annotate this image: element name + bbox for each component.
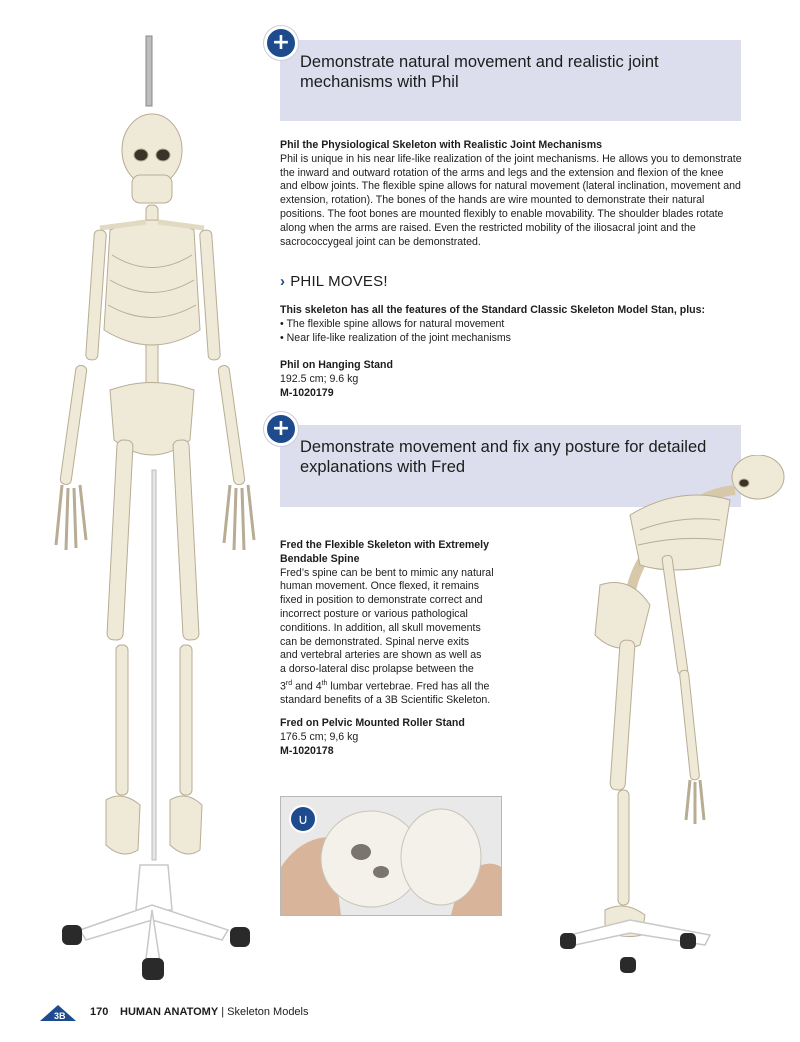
fred-body-line: conditions. In addition, all skull movements [280, 621, 481, 634]
breadcrumb-subcategory: Skeleton Models [227, 1006, 309, 1018]
fred-specs: 176.5 cm; 9,6 kg [280, 730, 359, 743]
breadcrumb-separator: | [218, 1006, 228, 1018]
svg-text:3B: 3B [54, 1011, 66, 1021]
fred-body-line: standard benefits of a 3B Scientific Skeleton. [280, 694, 491, 707]
fred-body-line: fixed in position to demonstrate correct and [280, 594, 483, 607]
breadcrumb-category: HUMAN ANATOMY [120, 1006, 219, 1018]
page-number: 170 [90, 1006, 109, 1018]
fred-body-line: and vertebral arteries are shown as well as [280, 649, 482, 662]
phil-features [280, 304, 742, 345]
feature-item: • Near life-like realization of the joint mechanisms [280, 331, 511, 344]
fred-banner-title: Demonstrate movement and fix any posture for detailed explanations with Fred [300, 438, 707, 476]
phil-banner [280, 40, 741, 121]
phil-skeleton-image [40, 30, 270, 990]
feature-item: • The flexible spine allows for natural movement [280, 317, 505, 330]
fred-vertebra-line: 3rd and 4th lumbar vertebrae. Fred has all the [280, 679, 490, 693]
section-title: PHIL MOVES! [290, 273, 388, 290]
phil-specs: 192.5 cm; 9.6 kg [280, 372, 359, 385]
fred-body-line: human movement. Once flexed, it remains [280, 580, 480, 593]
plus-icon[interactable]: + [264, 412, 298, 446]
fred-body-line: Fred’s spine can be bent to mimic any natural [280, 566, 494, 579]
brand-logo [40, 1003, 76, 1021]
phil-product-name: Phil on Hanging Stand [280, 359, 393, 371]
fred-skeleton-image [560, 455, 790, 980]
phil-heading: Phil the Physiological Skeleton with Realistic Joint Mechanisms [280, 139, 603, 151]
plus-icon[interactable]: + [264, 26, 298, 60]
fred-heading: Fred the Flexible Skeleton with Extremely Bendable Spine [280, 539, 489, 565]
fred-body-line: a dorso-lateral disc prolapse between the [280, 663, 474, 676]
fred-body-line: can be demonstrated. Spinal nerve exits [280, 635, 470, 648]
fred-product-info [280, 717, 530, 758]
fred-product-name: Fred on Pelvic Mounted Roller Stand [280, 717, 465, 729]
breadcrumb [120, 1006, 309, 1018]
phil-product-info [280, 359, 580, 400]
fred-body-line: incorrect posture or various pathological [280, 607, 468, 620]
phil-banner-title: Demonstrate natural movement and realistic joint mechanisms with Phil [300, 53, 659, 91]
chevron-right-icon: › [280, 273, 286, 290]
phil-product-code: M-1020179 [280, 386, 334, 399]
fred-description [280, 539, 530, 708]
features-heading: This skeleton has all the features of the Standard Classic Skeleton Model Stan, plus: [280, 304, 706, 316]
phil-body: Phil is unique in his near life-like realization of the joint mechanisms. He allows you to demonstrate the inward and outward rotation of the arms and legs and the extension and flexion of the knee and elbow joints. The flexible spine allows for natural movement (lateral inclination, movement and extension, rotation). The bones of the hands are wire mounted to demonstrate their natural positions. The foot bones are mounted flexibly to enable movability. The shoulder blades rotate along when the arms are raised. Even the restricted mobility of the iliosacral joint and the sacrococcygeal joint can be demonstrated. [280, 152, 742, 248]
section-heading [280, 273, 388, 290]
phil-description [280, 139, 742, 249]
magnet-icon[interactable]: ∪ [289, 805, 317, 833]
fred-product-code: M-1020178 [280, 744, 334, 757]
